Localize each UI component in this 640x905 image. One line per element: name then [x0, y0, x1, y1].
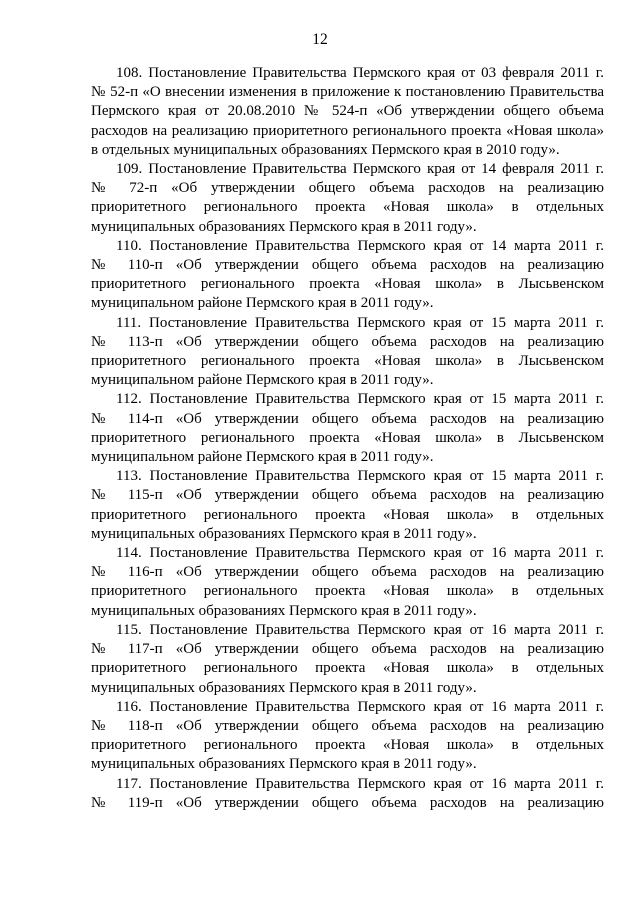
text-line: 110. Постановление Правительства Пермского края от 14 марта 2011 г.: [116, 237, 604, 254]
list-item: [91, 621, 604, 698]
text-line: № 114-п «Об утверждении общего объема расходов на реализацию: [91, 410, 604, 427]
list-item: [91, 467, 604, 544]
text-line: приоритетного регионального проекта «Новая школа» в отдельных: [91, 660, 604, 677]
text-line: № 52-п «О внесении изменения в приложение к постановлению Правительства: [91, 84, 604, 101]
text-line: 111. Постановление Правительства Пермского края от 15 марта 2011 г.: [116, 314, 604, 331]
text-line: муниципальном районе Пермского края в 2011 году».: [91, 449, 434, 466]
list-item: [91, 698, 604, 775]
text-line: приоритетного регионального проекта «Новая школа» в Лысьвенском: [91, 276, 604, 293]
list-item: [91, 160, 604, 237]
text-line: № 118-п «Об утверждении общего объема расходов на реализацию: [91, 717, 604, 734]
text-line: 108. Постановление Правительства Пермского края от 03 февраля 2011 г.: [116, 65, 604, 81]
text-line: приоритетного регионального проекта «Новая школа» в отдельных: [91, 199, 604, 216]
text-line: приоритетного регионального проекта «Новая школа» в Лысьвенском: [91, 429, 604, 446]
text-line: муниципальных образованиях Пермского края в 2011 году».: [91, 756, 477, 773]
text-line: № 110-п «Об утверждении общего объема расходов на реализацию: [91, 257, 604, 274]
text-line: муниципальных образованиях Пермского края в 2011 году».: [91, 602, 477, 619]
list-item: [91, 314, 604, 391]
list-item: [91, 544, 604, 621]
text-line: № 113-п «Об утверждении общего объема расходов на реализацию: [91, 333, 604, 350]
text-line: муниципальных образованиях Пермского края в 2011 году».: [91, 679, 477, 696]
text-line: № 119-п «Об утверждении общего объема расходов на реализацию: [91, 794, 604, 811]
page-number: 12: [312, 31, 328, 48]
list-item: [91, 775, 604, 813]
text-line: 117. Постановление Правительства Пермского края от 16 марта 2011 г.: [116, 775, 604, 792]
text-line: Пермского края от 20.08.2010 № 524-п «Об утверждении общего объема: [91, 103, 604, 120]
document-body: [91, 64, 604, 813]
text-line: № 115-п «Об утверждении общего объема расходов на реализацию: [91, 487, 604, 504]
list-item: [91, 64, 604, 160]
text-line: приоритетного регионального проекта «Новая школа» в Лысьвенском: [91, 353, 604, 370]
text-line: муниципальных образованиях Пермского края в 2011 году».: [91, 218, 477, 235]
text-line: 109. Постановление Правительства Пермского края от 14 февраля 2011 г.: [116, 161, 604, 178]
text-line: № 72-п «Об утверждении общего объема расходов на реализацию: [91, 180, 604, 197]
text-line: № 117-п «Об утверждении общего объема расходов на реализацию: [91, 641, 604, 658]
text-line: муниципальных образованиях Пермского края в 2011 году».: [91, 525, 477, 542]
text-line: 114. Постановление Правительства Пермского края от 16 марта 2011 г.: [116, 545, 604, 562]
text-line: муниципальном районе Пермского края в 2011 году».: [91, 372, 434, 389]
text-line: в отдельных муниципальных образованиях Пермского края в 2010 году».: [91, 141, 560, 158]
list-item: [91, 390, 604, 467]
text-line: 112. Постановление Правительства Пермского края от 15 марта 2011 г.: [116, 391, 604, 408]
text-line: муниципальном районе Пермского края в 2011 году».: [91, 295, 434, 312]
text-line: 115. Постановление Правительства Пермского края от 16 марта 2011 г.: [116, 621, 604, 638]
list-item: [91, 237, 604, 314]
text-line: 113. Постановление Правительства Пермского края от 15 марта 2011 г.: [116, 468, 604, 485]
text-line: 116. Постановление Правительства Пермского края от 16 марта 2011 г.: [116, 698, 604, 715]
text-line: приоритетного регионального проекта «Новая школа» в отдельных: [91, 506, 604, 523]
text-line: приоритетного регионального проекта «Новая школа» в отдельных: [91, 583, 604, 600]
text-line: расходов на реализацию приоритетного регионального проекта «Новая школа»: [91, 122, 604, 139]
text-line: № 116-п «Об утверждении общего объема расходов на реализацию: [91, 564, 604, 581]
text-line: приоритетного регионального проекта «Новая школа» в отдельных: [91, 737, 604, 754]
